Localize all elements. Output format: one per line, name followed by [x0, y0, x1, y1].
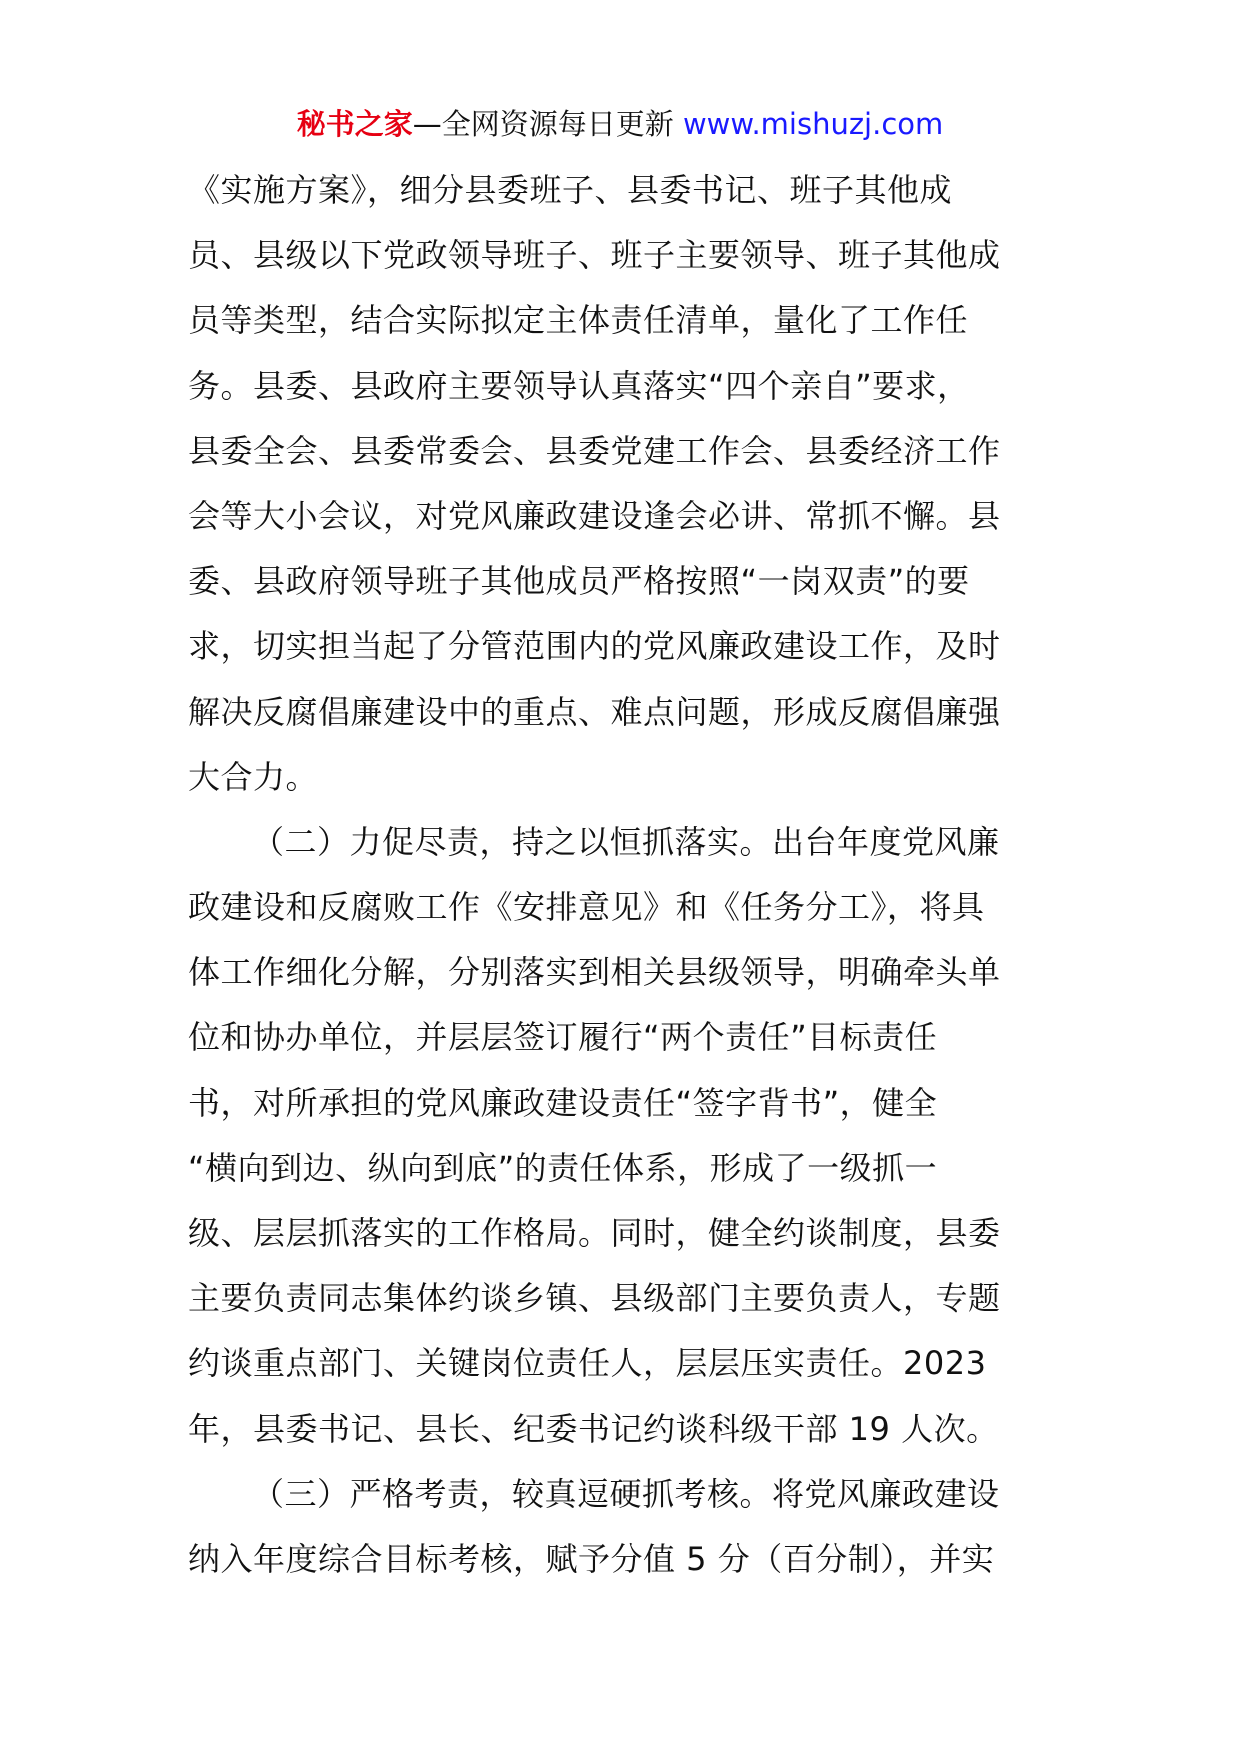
text-line: 委、县政府领导班子其他成员严格按照“一岗双责”的要: [188, 562, 970, 601]
text-line: 县委全会、县委常委会、县委党建工作会、县委经济工作: [188, 431, 1001, 470]
text-line: 《实施方案》，细分县委班子、县委书记、班子其他成: [188, 171, 953, 209]
section-heading-line: （二）力促尽责，持之以恒抓落实。出台年度党风廉: [252, 822, 1000, 861]
site-tagline: —全网资源每日更新: [412, 107, 674, 141]
text-line: 书，对所承担的党风廉政建设责任“签字背书”，健全: [188, 1083, 938, 1122]
text-line: 位和协办单位，并层层签订履行“两个责任”目标责任: [188, 1018, 938, 1057]
section-heading-line: （三）严格考责，较真逗硬抓考核。将党风廉政建设: [252, 1474, 1000, 1513]
text-line: 体工作细化分解，分别落实到相关县级领导，明确牵头单: [188, 953, 1001, 992]
document-body: [188, 158, 1058, 1592]
text-line: 约谈重点部门、关键岗位责任人，层层压实责任。2023: [188, 1344, 987, 1383]
site-url-link[interactable]: www.mishuzj.com: [682, 107, 944, 141]
text-line: 大合力。: [188, 757, 319, 796]
text-line: 会等大小会议，对党风廉政建设逢会必讲、常抓不懈。县: [188, 496, 1001, 535]
text-line: 求，切实担当起了分管范围内的党风廉政建设工作，及时: [188, 627, 1001, 666]
text-line: 年，县委书记、县长、纪委书记约谈科级干部 19 人次。: [188, 1409, 999, 1448]
text-line: 员、县级以下党政领导班子、班子主要领导、班子其他成: [188, 236, 1001, 275]
text-line: 解决反腐倡廉建设中的重点、难点问题，形成反腐倡廉强: [188, 692, 1001, 731]
text-line: 主要负责同志集体约谈乡镇、县级部门主要负责人，专题: [188, 1279, 1001, 1318]
text-line: 员等类型，结合实际拟定主体责任清单，量化了工作任: [188, 301, 969, 340]
text-line: 政建设和反腐败工作《安排意见》和《任务分工》，将具: [188, 888, 985, 927]
text-line: 务。县委、县政府主要领导认真落实“四个亲自”要求，: [188, 366, 970, 405]
text-line: 纳入年度综合目标考核，赋予分值 5 分（百分制），并实: [188, 1539, 995, 1578]
text-line: “横向到边、纵向到底”的责任体系，形成了一级抓一: [188, 1148, 938, 1187]
site-header: [0, 104, 1240, 144]
site-brand: 秘书之家: [296, 107, 413, 141]
text-line: 级、层层抓落实的工作格局。同时，健全约谈制度，县委: [188, 1214, 1001, 1252]
